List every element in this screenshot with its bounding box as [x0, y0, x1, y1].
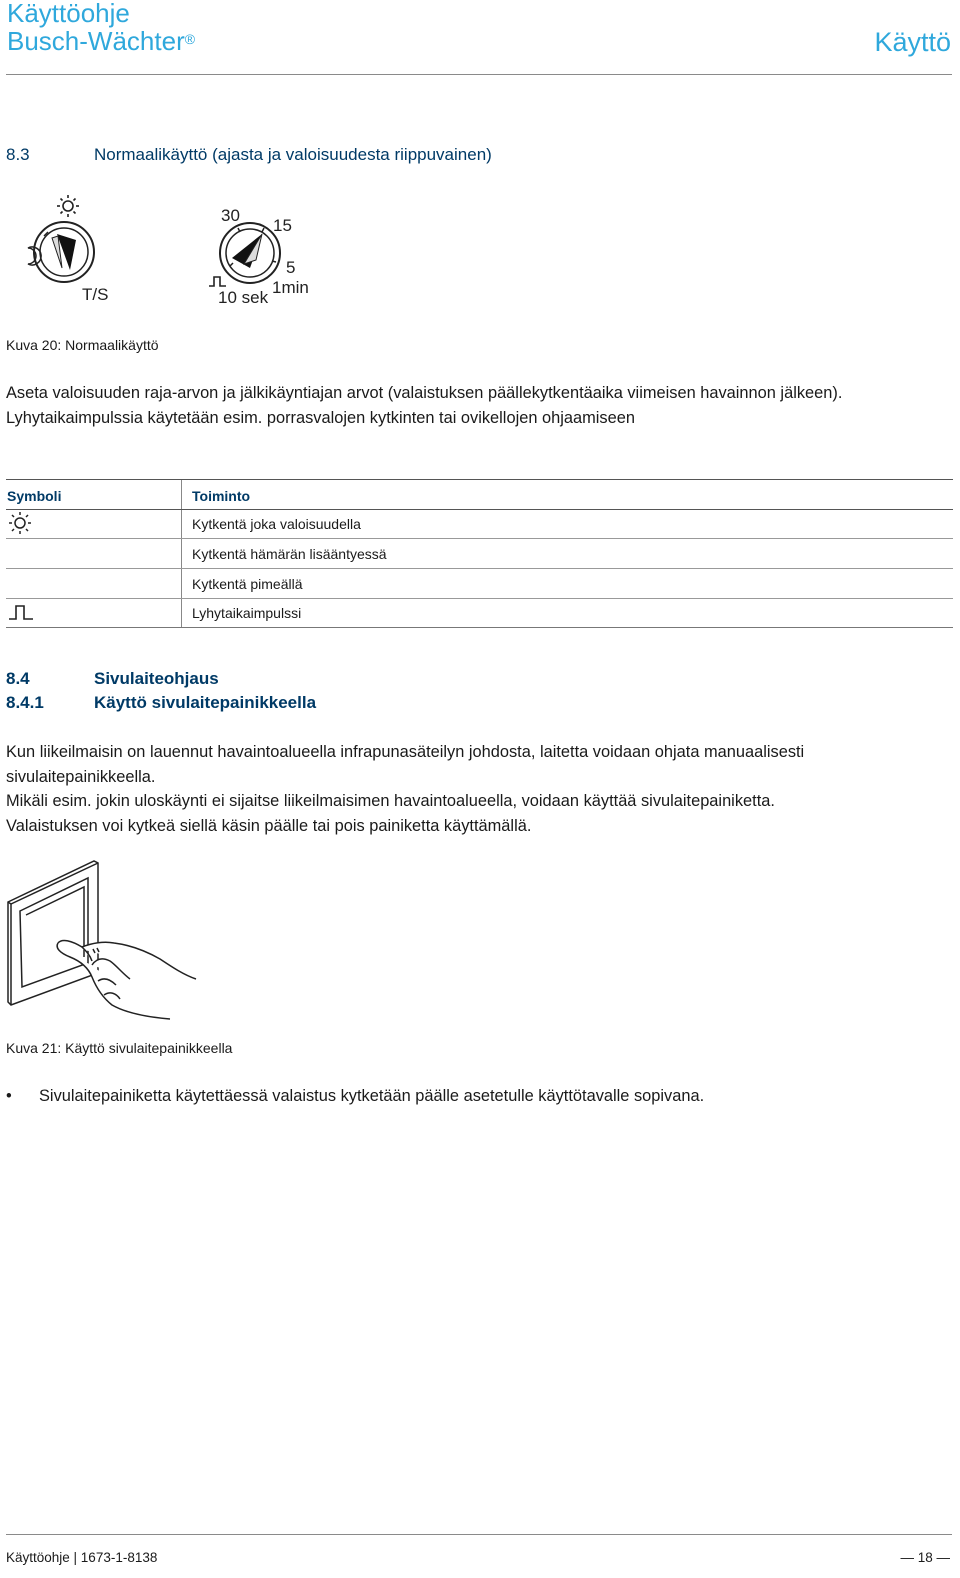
dial-label-10sek: 10 sek [218, 288, 269, 307]
section-number: 8.3 [6, 145, 30, 164]
light-threshold-dial [28, 195, 108, 304]
intro-line-2: Lyhytaikaimpulssia käytetään esim. porrasvalojen kytkinten tai ovikellojen ohjaamiseen [6, 408, 635, 427]
side-device-paragraph [6, 740, 936, 838]
figure-20-caption: Kuva 20: Normaalikäyttö [6, 337, 159, 353]
product-name: Busch-Wächter [7, 26, 185, 56]
section-8-4-1-heading [6, 693, 706, 715]
dial-label-5: 5 [286, 258, 296, 277]
dial-label-15: 15 [273, 216, 292, 235]
function-cell: Kytkentä pimeällä [182, 569, 954, 599]
pulse-icon [209, 277, 226, 286]
function-cell: Lyhytaikaimpulssi [182, 599, 954, 628]
section-title: Normaalikäyttö (ajasta ja valoisuudesta riippuvainen) [94, 145, 492, 164]
pulse-icon [7, 602, 35, 622]
symbol-table [6, 479, 953, 628]
table-row [6, 569, 953, 599]
dial-left-label: T/S [82, 285, 109, 304]
sun-icon [7, 511, 33, 535]
dial-label-30: 30 [221, 206, 240, 225]
footer-divider [6, 1534, 952, 1535]
header-title: Käyttöohje [7, 0, 130, 28]
body-line-1: Kun liikeilmaisin on lauennut havaintoalueella infrapunasäteilyn johdosta, laitetta voidaan ohjata manuaalisesti sivulaitepainikkeella. [6, 743, 805, 786]
intro-paragraph [6, 381, 936, 430]
header-subtitle [7, 26, 195, 56]
header-section: Käyttö [874, 27, 951, 57]
dusk-moon-icon [7, 539, 33, 565]
figure-21-caption: Kuva 21: Käyttö sivulaitepainikkeella [6, 1040, 233, 1056]
symbol-cell [6, 510, 182, 539]
function-cell: Kytkentä hämärän lisääntyessä [182, 539, 954, 569]
symbol-cell [6, 599, 182, 628]
table-row [6, 599, 953, 628]
section-number: 8.4 [6, 669, 30, 688]
section-number: 8.4.1 [6, 693, 44, 712]
intro-line-1: Aseta valoisuuden raja-arvon ja jälkikäyntiajan arvot (valaistuksen päällekytkentäaika viimeisen havainnon jälkeen). [6, 384, 843, 402]
body-line-2: Mikäli esim. jokin uloskäynti ei sijaitse liikeilmaisimen havaintoalueella, voidaan käyttää sivulaitepainiketta. [6, 792, 775, 810]
column-header-symbol: Symboli [6, 480, 182, 510]
section-title: Käyttö sivulaitepainikkeella [94, 693, 317, 712]
moon-icon [51, 286, 60, 304]
section-title: Sivulaiteohjaus [94, 669, 219, 688]
table-row [6, 539, 953, 569]
footer-document-id: Käyttöohje | 1673-1-8138 [6, 1550, 158, 1565]
section-8-3-heading [6, 145, 706, 167]
dial-label-1min: 1min [272, 278, 309, 297]
symbol-cell [6, 569, 182, 599]
bullet-text: Sivulaitepainiketta käytettäessä valaistus kytketään päälle asetetulle käyttötavalle sopivana. [39, 1087, 705, 1105]
registered-mark: ® [184, 31, 196, 47]
function-cell: Kytkentä joka valoisuudella [182, 510, 954, 539]
symbol-cell [6, 539, 182, 569]
table-row [6, 510, 953, 539]
bullet-marker: • [6, 1087, 12, 1105]
moon-icon [7, 569, 33, 595]
section-8-4-heading [6, 669, 706, 691]
page-number: — 18 — [900, 1550, 950, 1565]
sun-icon [57, 195, 79, 217]
dial-figure [0, 190, 330, 315]
header-divider [6, 74, 952, 75]
table-header-row [6, 480, 953, 510]
column-header-function: Toiminto [182, 480, 954, 510]
time-delay-dial [209, 206, 309, 307]
body-line-3: Valaistuksen voi kytkeä siellä käsin päälle tai pois painiketta käyttämällä. [6, 816, 532, 835]
switch-press-illustration [0, 855, 210, 1025]
